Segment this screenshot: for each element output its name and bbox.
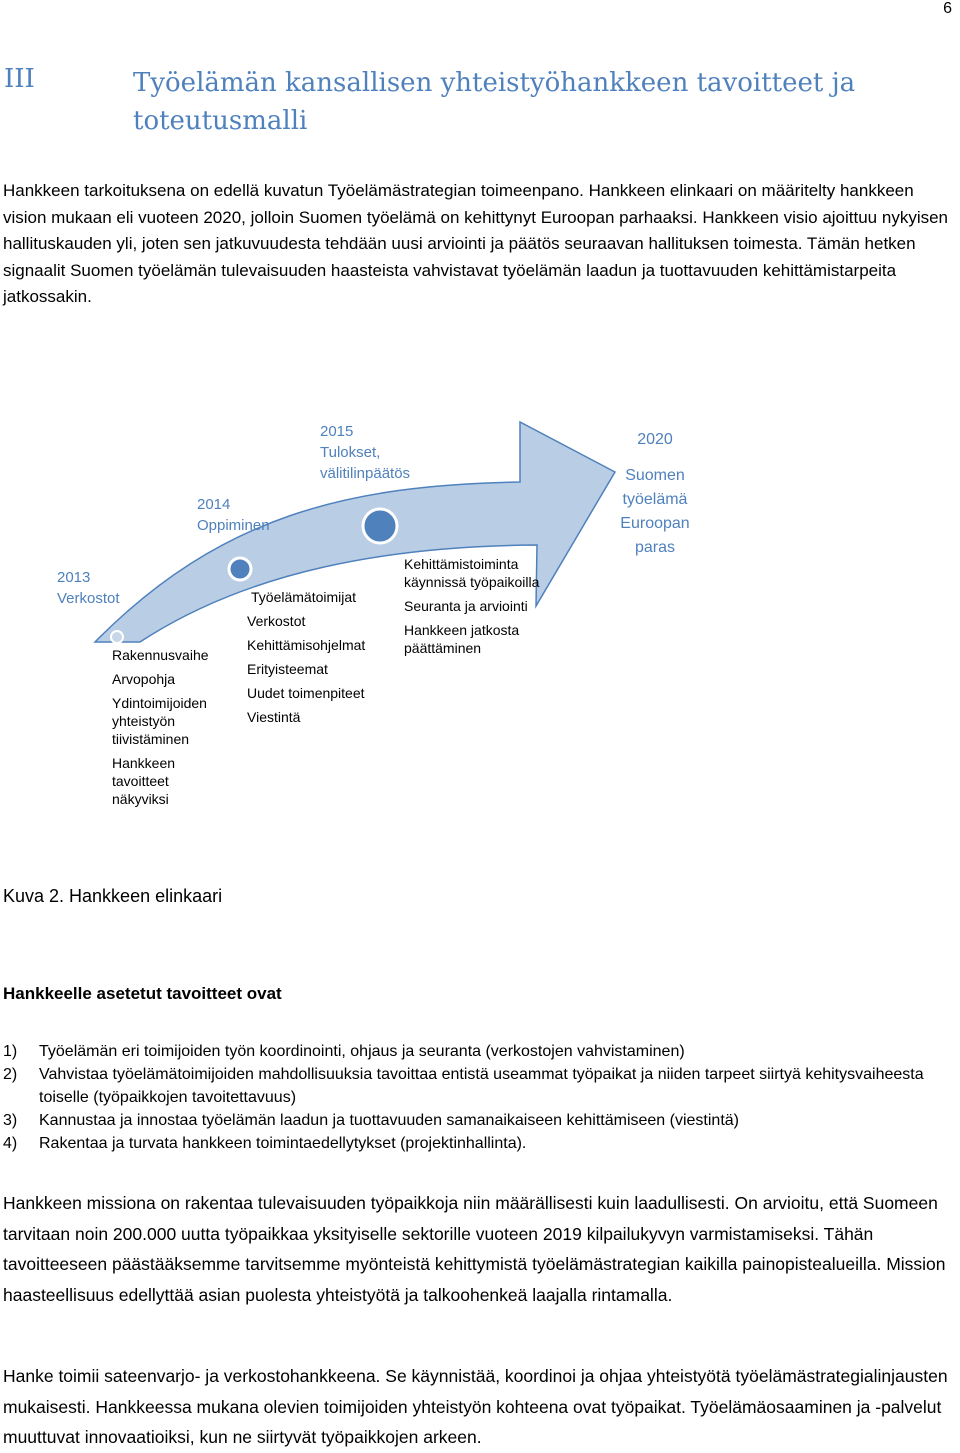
page-number: 6 <box>943 0 952 17</box>
milestone-dot-2014 <box>229 558 251 580</box>
stage-2013-label <box>57 567 120 609</box>
stage-2020-line-1: Suomen <box>625 467 685 484</box>
goal-number: 2) <box>3 1066 18 1083</box>
items-2014-list <box>247 588 397 726</box>
umbrella-paragraph: Hanke toimii sateenvarjo- ja verkostohankkeena. Se käynnistää, koordinoi ja ohjaa yhteistyötä työelämästrategialinjausten mukaisesti. Hankkeessa mukana olevien toimijoiden yhteistyön kohteena ovat työpaikat. Työelämäosaaminen ja -palvelut muuttuvat innovaatioiksi, kun ne siirtyvät työpaikkojen arkeen. <box>3 1366 948 1447</box>
mission-paragraph: Hankkeen missiona on rakentaa tulevaisuuden työpaikkoja niin määrällisesti kuin laadullisesti. On arvioitu, että Suomeen tarvitaan noin 200.000 uutta työpaikkaa yksityiselle sektorille vuoteen 2019 kilpailukyvyn varmistamiseksi. Tähän tavoitteeseen päästääksemme tarvitsemme myönteistä kehittymistä työelämästrategian kaikilla painopistealueilla. Mission haasteellisuus edellyttää asian puolesta yhteistyötä ja talkoohenkeä laajalla rintamalla. <box>3 1193 946 1305</box>
items-2013-item: Arvopohja <box>112 671 176 687</box>
section-title: Työelämän kansallisen yhteistyöhankkeen tavoitteet ja toteutusmalli <box>133 68 856 136</box>
goal-text: Työelämän eri toimijoiden työn koordinointi, ohjaus ja seuranta (verkostojen vahvistaminen) <box>39 1043 685 1060</box>
intro-paragraph: Hankkeen tarkoituksena on edellä kuvatun Työelämästrategian toimeenpano. Hankkeen elinkaari on määritelty hankkeen vision mukaan eli vuoteen 2020, jolloin Suomen työelämä on kehittynyt Euroopan parhaaksi. Hankkeen visio ajoittuu nykyisen hallituskauden yli, joten sen jatkuvuudesta tehdään uusi arviointi ja päätös seuraavan hallituksen toimesta. Tämän hetken signaalit Suomen työelämän tulevaisuuden haasteista vahvistavat työelämän laadun ja tuottavuuden kehittämistarpeita jatkossakin. <box>3 181 949 306</box>
items-2015-item: Hankkeen jatkosta päättäminen <box>404 622 520 656</box>
stage-2020-line-4: paras <box>634 539 676 556</box>
goal-item <box>3 1063 933 1109</box>
stage-2014-label <box>197 494 270 536</box>
lifecycle-diagram <box>0 410 960 830</box>
stage-2014-year: 2014 <box>197 496 231 513</box>
items-2015-list <box>404 555 554 657</box>
goal-item <box>3 1040 933 1063</box>
stage-2014-name: Oppiminen <box>197 517 270 534</box>
goals-list <box>3 1040 933 1155</box>
stage-2015-label <box>320 421 410 484</box>
items-2013-item: Hankkeen tavoitteet näkyviksi <box>112 755 176 807</box>
figure-caption: Kuva 2. Hankkeen elinkaari <box>3 886 223 906</box>
goal-item <box>3 1109 933 1132</box>
stage-2020-year: 2020 <box>637 431 673 448</box>
items-2014-item: Kehittämisohjelmat <box>247 637 366 653</box>
items-2014-item: Viestintä <box>247 709 301 725</box>
goal-item <box>3 1132 933 1155</box>
items-2015-item: Seuranta ja arviointi <box>404 598 528 614</box>
goal-number: 1) <box>3 1043 18 1060</box>
goal-number: 3) <box>3 1112 18 1129</box>
goal-text: Vahvistaa työelämätoimijoiden mahdollisuuksia tavoittaa entistä useammat työpaikat ja niiden tarpeet siirtyä kehitysvaiheesta toiselle (työpaikkojen tavoitettavuus) <box>39 1066 924 1106</box>
milestone-dot-2015 <box>363 509 397 543</box>
items-2014-item: Verkostot <box>247 613 306 629</box>
items-2013-item: Rakennusvaihe <box>112 647 209 663</box>
goals-heading: Hankkeelle asetetut tavoitteet ovat <box>3 984 282 1003</box>
items-2014-item: Erityisteemat <box>247 661 328 677</box>
goal-text: Kannustaa ja innostaa työelämän laadun ja tuottavuuden samanaikaiseen kehittämiseen (viestintä) <box>39 1112 739 1129</box>
items-2014-item: Uudet toimenpiteet <box>247 685 365 701</box>
items-2014-item: Työelämätoimijat <box>251 589 357 605</box>
milestone-dot-2013 <box>111 631 123 643</box>
goal-text: Rakentaa ja turvata hankkeen toimintaedellytykset (projektinhallinta). <box>39 1135 527 1152</box>
stage-2020-line-2: työelämä <box>622 491 688 508</box>
goal-number: 4) <box>3 1135 18 1152</box>
items-2013-list <box>112 646 222 808</box>
items-2013-item: Ydintoimijoiden yhteistyön tiivistäminen <box>112 695 207 747</box>
items-2015-item: Kehittämistoiminta käynnissä työpaikoilla <box>404 556 540 590</box>
stage-2020-line-3: Euroopan <box>620 515 690 532</box>
stage-2013-name: Verkostot <box>57 590 120 607</box>
stage-2015-name-2: välitilinpäätös <box>320 465 411 482</box>
section-number: III <box>4 64 35 94</box>
stage-2020-label <box>600 428 710 560</box>
stage-2015-name: Tulokset, <box>320 444 381 461</box>
stage-2015-year: 2015 <box>320 423 354 440</box>
stage-2013-year: 2013 <box>57 569 91 586</box>
